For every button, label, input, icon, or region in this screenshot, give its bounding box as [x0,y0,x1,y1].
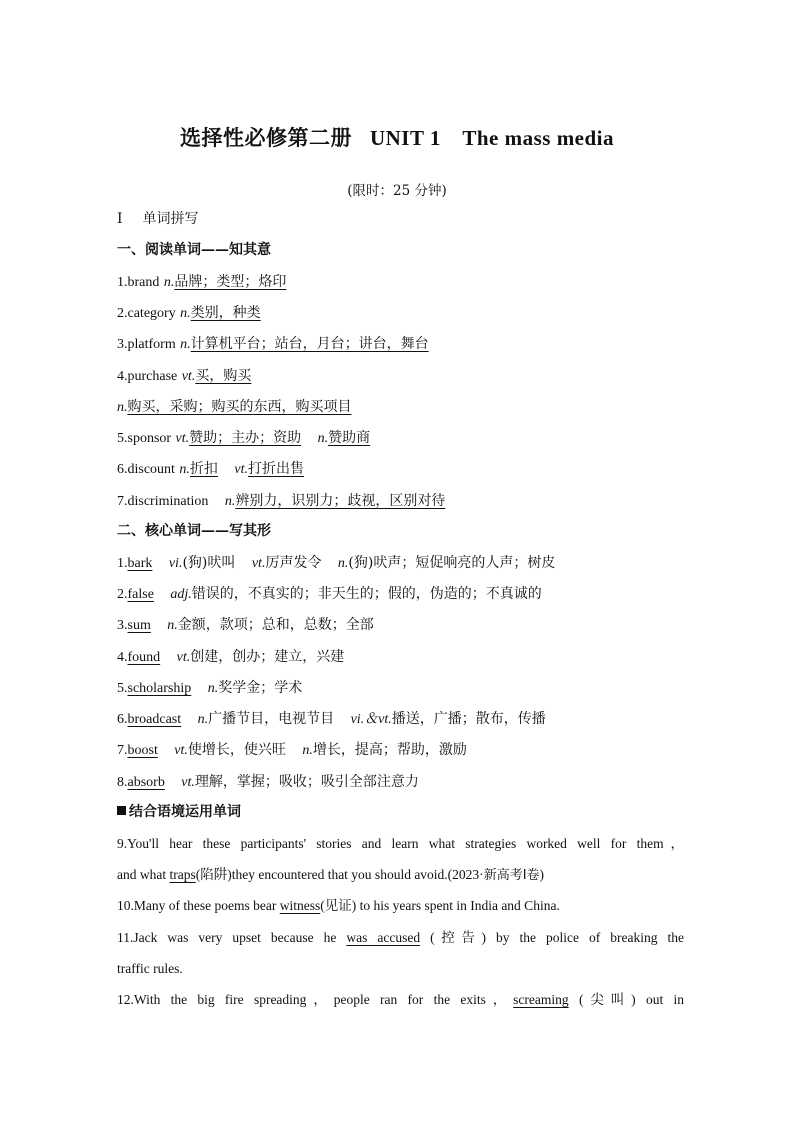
answer-word: found [127,650,161,665]
vocab-word: discrimination [127,494,209,509]
vocab-word: sponsor [127,431,172,446]
item-number: 2. [117,587,128,602]
answer-word: scholarship [127,681,192,696]
subsection-context-words [117,802,684,822]
core-word-row [117,772,684,793]
part-of-speech: n. [302,743,313,758]
word-meaning: 使增长，使兴旺 [187,742,286,758]
part-of-speech: vt. [174,743,188,758]
item-number: 6. [117,462,128,477]
answer-word: bark [127,556,153,571]
title-chinese: 选择性必修第二册 [179,125,352,150]
sentence-text: ) [539,867,545,882]
item-number: 5. [117,681,128,696]
answer-word: broadcast [127,712,182,727]
answer-word: traps [169,867,196,882]
part-of-speech: n. [180,306,191,321]
word-meaning: 广播节目，电视节目 [208,711,335,727]
reading-word-row [117,428,684,449]
core-word-row [117,740,684,761]
hint-text: (见证) [320,898,357,913]
word-meaning: 赞助；主办；资助 [189,430,302,446]
item-number: 3. [117,337,128,352]
word-meaning: 辨别力，识别力；歧视，区别对待 [235,493,446,509]
part-of-speech: vi.＆vt. [350,712,392,727]
word-meaning: 类别，种类 [190,305,261,321]
word-meaning: 打折出售 [247,461,304,477]
context-question-10 [117,896,684,916]
word-meaning: 计算机平台；站台，月台；讲台，舞台 [190,336,429,352]
part-of-speech: vi. [168,556,183,571]
hint-text: (控告) [430,930,487,945]
item-number: 3. [117,618,128,633]
context-question-11-line1 [117,928,684,948]
part-of-speech: n. [163,275,175,290]
section-heading [117,209,684,229]
hint-text: (尖叫) [578,992,636,1007]
word-meaning: (狗)吠叫 [182,555,236,571]
subsection-title: 结合语境运用单词 [129,804,241,820]
reading-word-row [117,397,684,418]
part-of-speech: n. [180,337,191,352]
part-of-speech: vt. [176,650,191,665]
page-title [0,122,794,152]
subsection-core-words: 二、核心单词——写其形 [117,523,271,539]
sentence-text: and what [117,867,170,882]
vocab-word: brand [127,275,160,290]
vocab-word: category [127,306,176,321]
word-meaning: 品牌；类型；烙印 [174,274,287,290]
title-english: UNIT 1 The mass media [369,126,615,150]
answer-word: witness [279,898,321,913]
item-number: 5. [117,431,128,446]
sentence-text: 12.With the big fire spreading，people ran for the exits， [117,992,514,1007]
answer-word: boost [127,743,158,758]
answer-word: absorb [127,775,165,790]
part-of-speech: vt. [175,431,190,446]
part-of-speech: n. [197,712,209,727]
part-of-speech: n. [167,618,178,633]
subsection-reading-words: 一、阅读单词——知其意 [117,242,271,258]
word-meaning: 赞助商 [328,430,371,446]
vocab-word: discount [127,462,175,477]
context-question-11-line2: traffic rules. [117,961,183,976]
reading-word-row [117,334,684,355]
part-of-speech: n. [337,556,349,571]
answer-word: screaming [513,992,569,1007]
item-number: 4. [117,650,128,665]
answer-word: was accused [346,930,421,945]
part-of-speech: n. [317,431,329,446]
vocab-word: purchase [127,369,178,384]
word-meaning: 厉声发令 [265,555,322,571]
core-word-row [117,584,684,605]
part-of-speech: vt. [234,462,248,477]
sentence-text: 10.Many of these poems bear [117,898,280,913]
item-number: 6. [117,712,128,727]
context-question-12 [117,990,684,1010]
time-limit: (限时：25 分钟) [347,183,447,199]
answer-word: sum [127,618,151,633]
source-text: 新高考Ⅰ卷 [483,868,540,883]
part-of-speech: adj. [170,587,192,602]
item-number: 8. [117,775,128,790]
word-meaning: 买，购买 [195,368,252,384]
word-meaning: 增长，提高；帮助，激励 [312,742,467,758]
word-meaning: 理解，掌握；吸收；吸引全部注意力 [194,774,419,790]
sentence-text: by the police of breaking the [486,930,685,945]
section-number: Ⅰ [117,211,123,227]
word-meaning: 购买，采购；购买的东西，购买项目 [127,399,352,415]
sentence-text: out in [635,992,685,1007]
item-number: 7. [117,494,128,509]
reading-word-row [117,272,684,293]
sentence-text: 11.Jack was very upset because he [117,930,347,945]
word-meaning: 折扣 [189,461,218,477]
section-title: 单词拼写 [142,211,199,227]
part-of-speech: n. [224,494,236,509]
item-number: 7. [117,743,128,758]
item-number: 4. [117,369,128,384]
context-question-9-line1: 9.You'll hear these participants' stories and learn what strategies worked well for them， [117,836,684,851]
reading-word-row [117,459,684,480]
part-of-speech: n. [179,462,190,477]
part-of-speech: vt. [251,556,266,571]
core-word-row [117,553,684,574]
core-word-row [117,615,684,636]
part-of-speech: n. [117,400,128,415]
hint-text: (陷阱) [195,867,232,882]
item-number: 1. [117,556,128,571]
answer-word: false [127,587,154,602]
item-number: 2. [117,306,128,321]
sentence-text: they encountered that you should avoid.(2023· [231,867,484,882]
square-bullet-icon [117,806,126,815]
part-of-speech: n. [207,681,219,696]
reading-word-row [117,303,684,324]
core-word-row [117,647,684,668]
word-meaning: 创建，创办；建立，兴建 [190,649,345,665]
item-number: 1. [117,275,128,290]
reading-word-row [117,366,684,387]
sentence-text: to his years spent in India and China. [356,898,560,913]
core-word-row [117,678,684,699]
word-meaning: 金额，款项；总和，总数；全部 [177,617,374,633]
reading-word-row [117,491,684,512]
core-word-row [117,709,684,730]
word-meaning: 奖学金；学术 [218,680,303,696]
word-meaning: 播送，广播；散布，传播 [391,711,546,727]
word-meaning: (狗)吠声；短促响亮的人声；树皮 [348,555,556,571]
context-question-9-line2 [117,865,684,886]
vocab-word: platform [127,337,176,352]
part-of-speech: vt. [181,775,195,790]
word-meaning: 错误的，不真实的；非天生的；假的，伪造的；不真诚的 [191,586,542,602]
part-of-speech: vt. [181,369,196,384]
